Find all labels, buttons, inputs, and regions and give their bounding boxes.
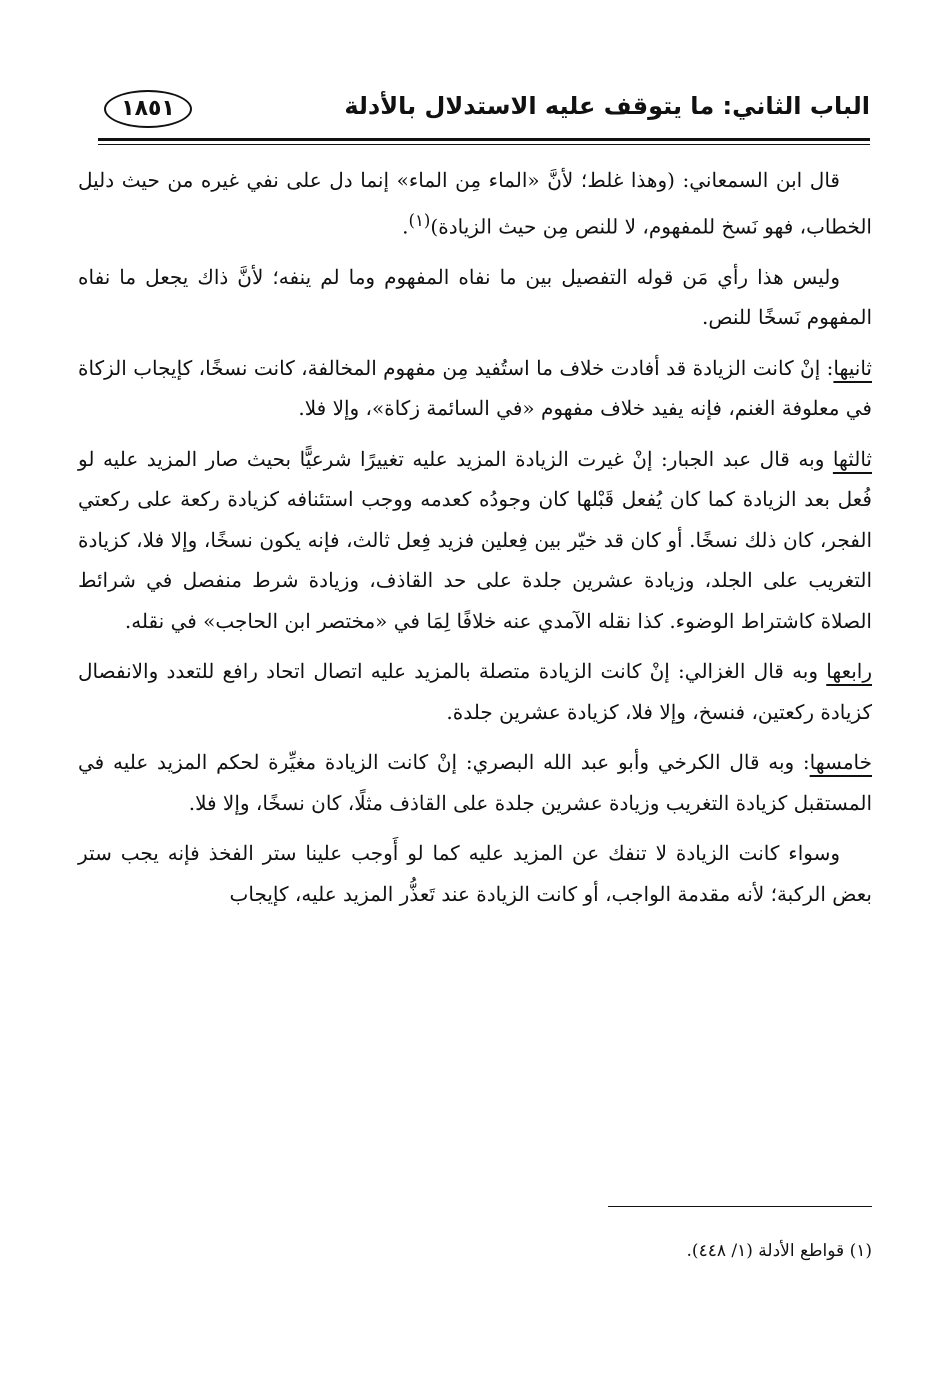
- paragraph-text: وسواء كانت الزيادة لا تنفك عن المزيد عليه كما لو أَوجب علينا ستر الفخذ فإنه يجب ستر بعض الركبة؛ لأنه مقدمة الواجب، أو كانت الزيادة عند تَعذُّر المزيد عليه، كإيجاب: [78, 841, 872, 906]
- paragraph-lead: ثانيها: [833, 355, 872, 380]
- running-header: [98, 88, 870, 138]
- paragraph-1: [78, 160, 872, 247]
- footnote-separator: [608, 1206, 872, 1207]
- paragraph-text: وبه قال عبد الجبار: إنْ غيرت الزيادة المزيد عليه تغييرًا شرعيًّا بحيث صار المزيد عليه لو فُعل بعد الزيادة كما كان يُفعل قَبْلها كان وجودُه كعدمه ووجب استئنافه كزيادة ركعة على ركعتي الفجر، كان ذلك نسخًا. أو كان قد خيّر بين فِعلين فزيد فِعل ثالث، فإنه يكون نسخًا، وإلا فلا، كزيادة التغريب على الجلد، وزيادة عشرين جلدة على حد القاذف، وزيادة شرط منفصل في شرائط الصلاة كاشتراط الوضوء. كذا نقله الآمدي عنه خلافًا لِمَا في «مختصر ابن الحاجب» في نقله.: [78, 446, 872, 633]
- chapter-title: الباب الثاني: ما يتوقف عليه الاستدلال بالأدلة: [344, 92, 870, 120]
- paragraph-text: قال ابن السمعاني: (وهذا غلط؛ لأنَّ «الماء مِن الماء» إنما دل على نفي غيره من حيث دليل الخطاب، فهو نَسخ للمفهوم، لا للنص مِن حيث الزيادة): [78, 168, 872, 239]
- paragraph-lead: خامسها: [809, 750, 872, 775]
- paragraph-lead: رابعها: [826, 659, 872, 684]
- paragraph-7: [78, 833, 872, 914]
- main-text: [78, 160, 872, 924]
- page-number-badge: ١٨٥١: [104, 90, 192, 128]
- paragraph-text: : إنْ كانت الزيادة قد أفادت خلاف ما استُفيد مِن مفهوم المخالفة، كانت نسخًا، كإيجاب الزكاة في معلوفة الغنم، فإنه يفيد خلاف مفهوم «في السائمة زكاة»، وإلا فلا.: [78, 355, 872, 421]
- paragraph-2: [78, 257, 872, 338]
- paragraph-4: [78, 439, 872, 642]
- header-rule-thin: [98, 144, 870, 145]
- paragraph-lead: ثالثها: [832, 446, 872, 471]
- paragraph-text: وليس هذا رأي مَن قوله التفصيل بين ما نفاه المفهوم وما لم ينفه؛ لأنَّ ذاك يجعل ما نفاه المفهوم نَسخًا للنص.: [78, 264, 872, 330]
- paragraph-text: وبه قال الغزالي: إنْ كانت الزيادة متصلة بالمزيد عليه اتصال اتحاد رافع للتعدد والانفصال كزيادة ركعتين، فنسخ، وإلا فلا، كزيادة عشرين جلدة.: [78, 659, 872, 724]
- paragraph-6: [78, 742, 872, 823]
- header-rule-thick: [98, 138, 870, 141]
- footnote-reference: (١): [408, 210, 431, 230]
- paragraph-5: [78, 651, 872, 732]
- paragraph-tail: .: [402, 214, 409, 239]
- paragraph-text: : وبه قال الكرخي وأبو عبد الله البصري: إنْ كانت الزيادة مغيِّرة لحكم المزيد عليه في المستقبل كزيادة التغريب وزيادة عشرين جلدة على القاذف مثلًا، كان نسخًا، وإلا فلا.: [78, 750, 872, 815]
- paragraph-3: [78, 348, 872, 429]
- footnote-1: (١) قواطع الأدلة (١/ ٤٤٨).: [686, 1241, 872, 1261]
